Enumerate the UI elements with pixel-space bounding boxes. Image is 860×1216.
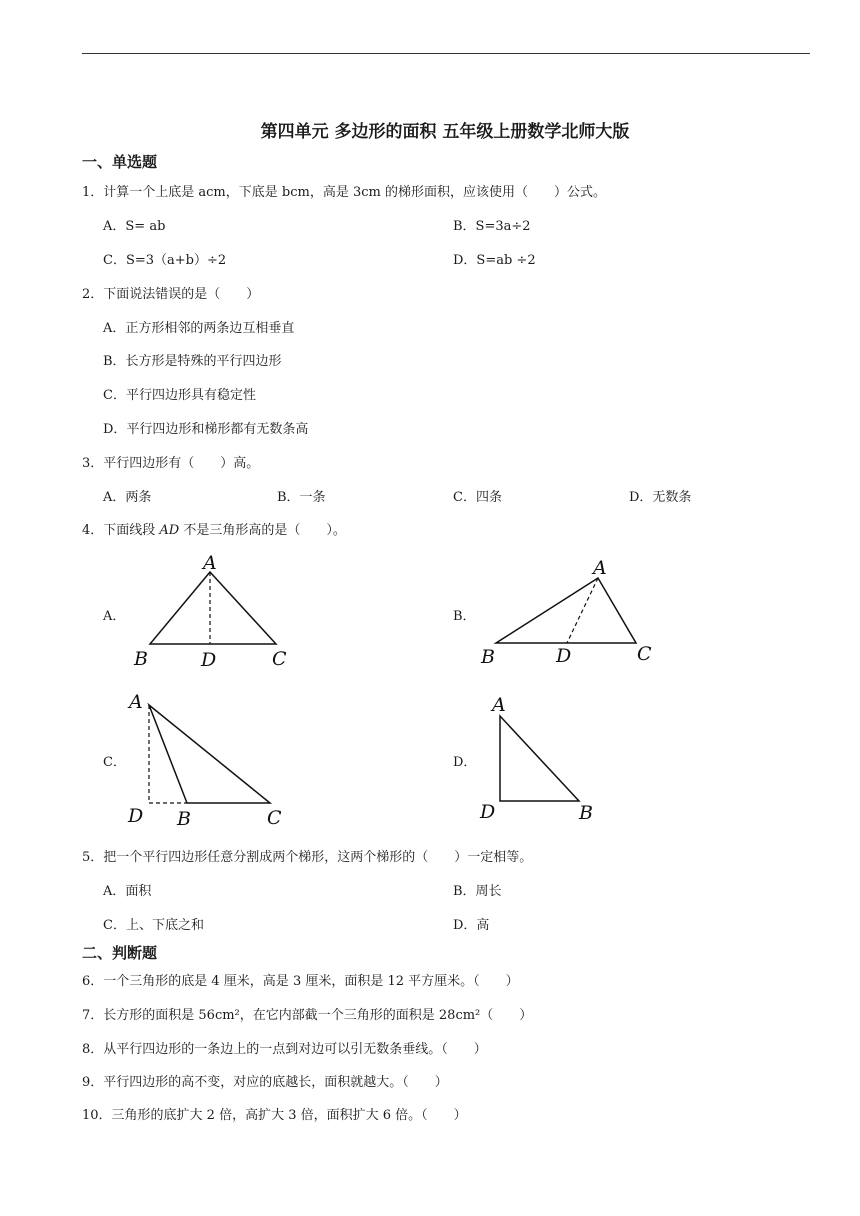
question-7: 7．长方形的面积是 56cm²，在它内部截一个三角形的面积是 28cm²（ ） [82, 1008, 533, 1023]
vertex-b-label: B [481, 646, 495, 668]
q3-option-c[interactable]: C．四条 [453, 490, 502, 505]
page-title: 第四单元 多边形的面积 五年级上册数学北师大版 [260, 122, 630, 142]
vertex-a-label: A [129, 691, 143, 713]
section-heading-true-false: 二、判断题 [82, 944, 158, 962]
header-rule [82, 53, 810, 54]
vertex-c-label: C [637, 643, 652, 665]
q1-option-c[interactable]: C．S=3（a+b）÷2 [103, 253, 227, 268]
triangle-b-outline [496, 578, 636, 643]
q3-option-d[interactable]: D．无数条 [629, 490, 692, 505]
triangle-a-outline [150, 572, 276, 644]
q3-option-a[interactable]: A．两条 [103, 490, 152, 505]
question-10: 10．三角形的底扩大 2 倍，高扩大 3 倍，面积扩大 6 倍。（ ） [82, 1108, 467, 1123]
vertex-c-label: C [272, 648, 287, 670]
question-8: 8．从平行四边形的一条边上的一点到对边可以引无数条垂线。（ ） [82, 1042, 487, 1057]
question-3: 3．平行四边形有（ ）高。 [82, 456, 260, 471]
vertex-d-label: D [480, 801, 496, 823]
vertex-d-label: D [556, 645, 572, 667]
q1-option-b[interactable]: B．S=3a÷2 [453, 219, 531, 234]
vertex-b-label: B [177, 808, 191, 830]
q5-option-a[interactable]: A．面积 [103, 884, 152, 899]
question-4: 4．下面线段 AD 不是三角形高的是（ ）。 [82, 523, 346, 538]
q2-option-c[interactable]: C．平行四边形具有稳定性 [103, 388, 256, 403]
question-2: 2．下面说法错误的是（ ） [82, 287, 260, 302]
vertex-a-label: A [593, 557, 607, 579]
q3-option-b[interactable]: B．一条 [277, 490, 326, 505]
question-9: 9．平行四边形的高不变，对应的底越长，面积就越大。（ ） [82, 1075, 448, 1090]
vertex-b-label: B [579, 802, 593, 824]
question-6: 6．一个三角形的底是 4 厘米，高是 3 厘米，面积是 12 平方厘米。（ ） [82, 974, 519, 989]
vertex-a-label: A [492, 694, 506, 716]
triangle-c-outline [149, 705, 270, 803]
triangle-figure-d [474, 690, 604, 826]
triangle-figure-b [478, 554, 668, 670]
triangle-d-outline [500, 716, 579, 801]
triangle-figure-c [124, 684, 294, 830]
q5-option-c[interactable]: C．上、下底之和 [103, 918, 204, 933]
q5-option-b[interactable]: B．周长 [453, 884, 502, 899]
vertex-d-label: D [128, 805, 144, 827]
vertex-a-label: A [203, 552, 217, 574]
q1-option-d[interactable]: D．S=ab ÷2 [453, 253, 536, 268]
q4-option-c[interactable]: C． [103, 755, 126, 770]
question-1: 1．计算一个上底是 acm，下底是 bcm，高是 3cm 的梯形面积，应该使用（ ）公式。 [82, 185, 606, 200]
q4-option-b[interactable]: B． [453, 609, 476, 624]
q5-option-d[interactable]: D．高 [453, 918, 490, 933]
q2-option-a[interactable]: A．正方形相邻的两条边互相垂直 [103, 321, 295, 336]
section-heading-single-choice: 一、单选题 [82, 153, 158, 171]
segment-ad-label: AD [159, 523, 180, 538]
question-5: 5．把一个平行四边形任意分割成两个梯形，这两个梯形的（ ）一定相等。 [82, 850, 533, 865]
q2-option-b[interactable]: B．长方形是特殊的平行四边形 [103, 354, 282, 369]
q4-option-d[interactable]: D． [453, 755, 477, 770]
q2-option-d[interactable]: D．平行四边形和梯形都有无数条高 [103, 422, 309, 437]
q1-option-a[interactable]: A．S= ab [103, 219, 166, 234]
vertex-d-label: D [201, 649, 217, 670]
vertex-b-label: B [134, 648, 148, 670]
vertex-c-label: C [267, 807, 282, 829]
q4-option-a[interactable]: A． [103, 609, 126, 624]
triangle-figure-a [128, 550, 298, 670]
